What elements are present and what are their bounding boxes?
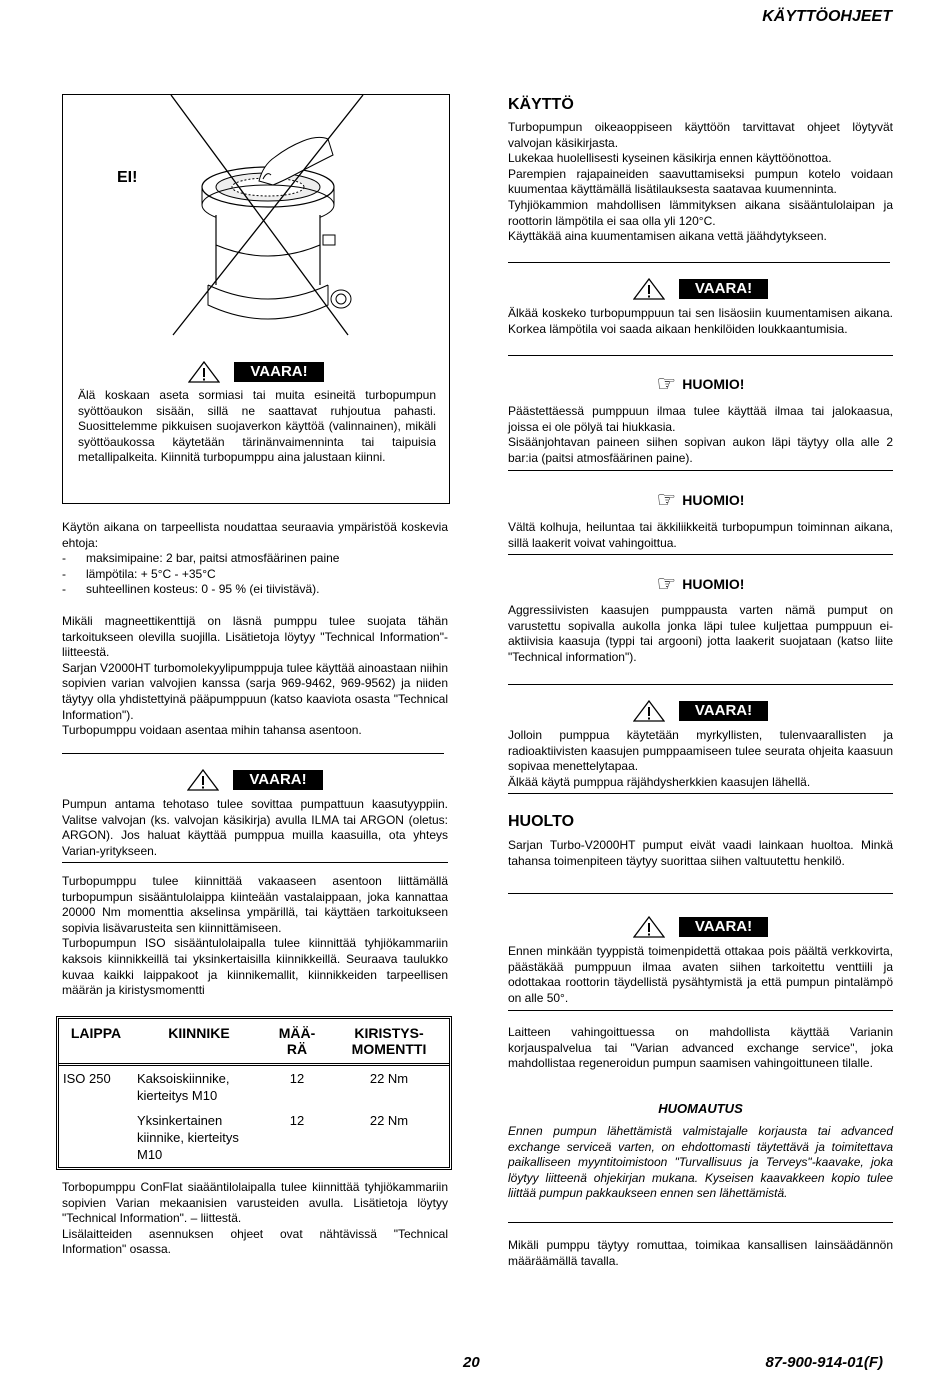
table-cell: ISO 250 [63, 1071, 111, 1086]
env-item: - maksimipaine: 2 bar, paitsi atmosfäärinen paine [62, 551, 448, 567]
notice-label: HUOMIO! [682, 576, 745, 592]
env-item: - suhteellinen kosteus: 0 - 95 % (ei tiivistävä). [62, 582, 448, 598]
table-header-row [59, 1019, 449, 1066]
warning-line: Jolloin pumppua käytetään myrkyllisten, tulenvaarallisten ja radioaktiivisten kaasujen pumppaamiseen tulee seurata ohjeita kaasuun sopivaa menettelytapaa. [508, 728, 893, 774]
page-header-title: KÄYTTÖOHJEET [762, 8, 892, 25]
kaytto-title: KÄYTTÖ [508, 96, 574, 113]
divider [508, 793, 893, 794]
warning-label: VAARA! [233, 770, 322, 790]
notice-3-text: Aggressiivisten kaasujen pumppausta varten nämä pumput on varustettu sopivalla aukolla jonka läpi tulee kuljettaa pumppuun ei-aktiivisia kaasuja (typpi tai argooni) jotta laakerit suojataan (katso liite "Technical information"). [508, 603, 893, 664]
notice-2-header [508, 487, 893, 512]
notice-1-header [508, 371, 893, 396]
warning-label: VAARA! [679, 279, 768, 299]
divider [508, 470, 893, 471]
table-cell: Yksinkertainen kiinnike, kierteitys M10 [137, 1113, 239, 1162]
left-warning-header [62, 769, 448, 791]
conflat-paragraph-2: Lisälaitteiden asennuksen ohjeet ovat nähtävissä "Technical Information" osassa. [62, 1226, 448, 1257]
conflat-section [62, 1180, 448, 1258]
environment-section [62, 520, 448, 739]
table-row [59, 1108, 449, 1167]
pointing-hand-icon: ☞ [656, 371, 677, 396]
table-cell: 22 Nm [369, 1071, 409, 1086]
warning-label: VAARA! [679, 917, 768, 937]
repair-paragraph: Laitteen vahingoittuessa on mahdollista käyttää Varianin korjauspalvelua tai "Varian advanced exchange service", joka mahdollistaa regeneroidun pumpun saamisen vahingoittuneen tilalle. [508, 1025, 893, 1071]
env-intro: Käytön aikana on tarpeellista noudattaa seuraavia ympäristöä koskevia ehtoja: [62, 520, 448, 550]
env-list [62, 551, 448, 598]
kaytto-line: Lukekaa huolellisesti kyseinen käsikirja ennen käyttöönottoa. [508, 151, 832, 166]
notice-1-text [508, 404, 893, 466]
table-header: KIINNIKE [133, 1019, 265, 1066]
table-cell: Kaksoiskiinnike, kierteitys M10 [137, 1071, 230, 1103]
figure-warning-header [63, 361, 449, 383]
notice-line: Päästettäessä pumppuun ilmaa tulee käyttää ilmaa tai jalokaasua, joissa ei ole pölyä tai hiukkasia. [508, 404, 893, 434]
warning-line: Älkää käytä pumppua räjähdysherkkien kaasujen lähellä. [508, 774, 811, 789]
warning-2-text [508, 728, 893, 790]
divider [508, 262, 890, 263]
table-cell: 22 Nm [369, 1113, 409, 1128]
divider [508, 355, 893, 356]
divider [508, 1010, 893, 1011]
document-code: 87-900-914-01(F) [765, 1354, 883, 1371]
warning-3-header [508, 916, 893, 938]
warning-triangle-icon [187, 769, 219, 791]
series-paragraph: Sarjan V2000HT turbomolekyylipumppuja tulee käyttää ainoastaan niihin sopivien varian valvojien kanssa (sarja 969-9462, 969-9562) ja niiden täytyy olla yhdistettyinä pääpumppuun (katso kaaviota osasta "Technical Information"). [62, 660, 449, 722]
figure-box [62, 94, 450, 504]
kaytto-line: Turbopumpun oikeaoppiseen käyttöön tarvittavat ohjeet löytyvät valvojan käsikirjasta. [508, 120, 893, 150]
table-cell: 12 [289, 1071, 305, 1086]
warning-triangle-icon [633, 916, 665, 938]
divider [508, 554, 893, 555]
flange-section [62, 874, 448, 999]
warning-triangle-icon [633, 278, 665, 300]
warning-triangle-icon [633, 700, 665, 722]
left-warning-text: Pumpun antama tehotaso tulee sovittaa pumpattuun kaasutyyppiin. Valitse valvojan (ks. valvojan käsikirja) avulla ILMA tai ARGON (oletus: ARGON). Jos haluat käyttää pumppua muilla kaasuilla, ota yhteys Varian-yritykseen. [62, 797, 448, 858]
pointing-hand-icon: ☞ [656, 487, 677, 512]
huolto-text: Sarjan Turbo-V2000HT pumput eivät vaadi lainkaan huoltoa. Minkä tahansa toimenpiteen täytyy suorittaa siihen valtuutettu henkilö. [508, 838, 893, 868]
notice-label: HUOMIO! [682, 376, 745, 392]
table-header: MÄÄ-RÄ [265, 1019, 329, 1066]
divider [62, 862, 448, 863]
table-row [59, 1066, 449, 1108]
table-cell [59, 1108, 133, 1167]
divider [508, 1222, 893, 1223]
disposal-paragraph: Mikäli pumppu täytyy romuttaa, toimikaa kansallisen lainsäädännön määräämällä tavalla. [508, 1238, 893, 1268]
pointing-hand-icon: ☞ [656, 571, 677, 596]
magnet-paragraph: Mikäli magneettikenttijä on läsnä pumppu tulee suojata tähän tarkoitukseen olevilla suojilla. Lisätietoja löytyy "Technical Information"-liitteestä. [62, 613, 448, 660]
env-item: - lämpötila: + 5°C - +35°C [62, 567, 448, 583]
warning-label: VAARA! [234, 362, 323, 382]
table-cell: 12 [289, 1113, 305, 1128]
huolto-title: HUOLTO [508, 813, 575, 830]
ei-label: EI! [117, 169, 138, 186]
notice-3-header [508, 571, 893, 596]
huomautus-title: HUOMAUTUS [658, 1101, 743, 1116]
warning-3-text: Ennen minkään tyyppistä toimenpidettä ottakaa pois päältä verkkovirta, päästäkää pumppuun ilmaa avaten siihen tarkoitettu venttiili ja odottakaa roottorin täydellistä pysähtymistä ja että pumpun pintalämpö on alle 50°. [508, 944, 893, 1005]
pump-illustration [163, 95, 373, 345]
kaytto-line: Parempien rajapaineiden saavuttamiseksi pumpun kotelo voidaan kuumentaa käyttämällä lisätilauksesta saatavaa kuumenninta. [508, 166, 893, 197]
table-header: LAIPPA [59, 1019, 133, 1066]
warning-triangle-icon [188, 361, 220, 383]
notice-2-text: Vältä kolhuja, heiluntaa tai äkkiliikkeitä turbopumpun toiminnan aikana, sillä laakerit voivat vahingoittua. [508, 520, 893, 550]
position-paragraph: Turbopumppu voidaan asentaa mihin tahansa asentoon. [62, 723, 362, 738]
divider [62, 753, 444, 754]
warning-1-text: Älkää koskeko turbopumppuun tai sen lisäosiin kuumentamisen aikana. Korkea lämpötila voi saada aikaan henkilöiden loukkaantumisia. [508, 306, 893, 336]
flange-paragraph-2: Turbopumpun ISO sisääntulolaipalla tulee kiinnittää tyhjiökammariin kaksois kiinnikkeillä tai yksinkertaisilla kiinnikkeillä. Seuraava taulukko kuvaa kaikki laippakoot ja kiinnikemallit, kiinnikkeiden tarpeellisen määrän ja kiristysmomentti [62, 936, 448, 998]
kaytto-line: Tyhjiökammion mahdollisen lämmityksen aikana sisääntulolaipan ja roottorin lämpötila ei saa olla yli 120°C. [508, 197, 893, 228]
warning-2-header [508, 700, 893, 722]
warning-label: VAARA! [679, 701, 768, 721]
huomautus-text: Ennen pumpun lähettämistä valmistajalle korjausta tai advanced exchange serviceä varten, on ehdottomasti täytettävä ja toimitettava paikalliseen myyntitoimistoon "Turvallisuus ja Terveys"-kaavake, joka löytyy liitteenä ohjekirjan mukana. Kyseisen kaavakkeen kopio tulee liittää pumpun pakkaukseen ennen sen lähettämistä. [508, 1124, 893, 1201]
notice-line: Sisäänjohtavan paineen siihen sopivan aukon läpi täytyy olla alle 2 bar:ia (paitsi atmosfäärinen paine). [508, 435, 893, 465]
table-header: KIRISTYS-MOMENTTI [329, 1019, 449, 1066]
notice-label: HUOMIO! [682, 492, 745, 508]
kaytto-line: Käyttäkää aina kuumentamisen aikana vettä jäähdytykseen. [508, 229, 827, 244]
page-number: 20 [463, 1354, 480, 1371]
warning-1-header [508, 278, 893, 300]
divider [508, 893, 893, 894]
figure-warning-text: Älä koskaan aseta sormiasi tai muita esineitä turbopumpun syöttöaukon sisään, sillä ne saattavat ruhjoutua pahasti. Suosittelemme pikkuisen suojaverkon käyttöä (valinnainen), mikäli syöttöaukossa käytetään tärinänvaimenninta tai taipuisia metallipalkeita. Kiinnitä turbopumppu aina jalustaan kiinni. [78, 388, 436, 465]
flange-paragraph-1: Turbopumppu tulee kiinnittää vakaaseen asentoon liittämällä turbopumpun sisääntulolaippa kiinteään vastalaippaan, joka kannattaa 20000 Nm momenttia akselinsa ympärillä, tai käyttäen tarkoitukseen sopivia lisävarusteita sen kiinnittämiseen. [62, 874, 448, 935]
kaytto-section [508, 120, 893, 245]
conflat-paragraph-1: Torbopumppu ConFlat siaääntilolaipalla tulee kiinnittää tyhjiökammariin sopivien Varian mekaanisien varusteiden avulla. Lisätietoja löytyy "Technical Information". – liittestä. [62, 1180, 448, 1226]
divider [508, 684, 893, 685]
flange-table [56, 1016, 452, 1170]
